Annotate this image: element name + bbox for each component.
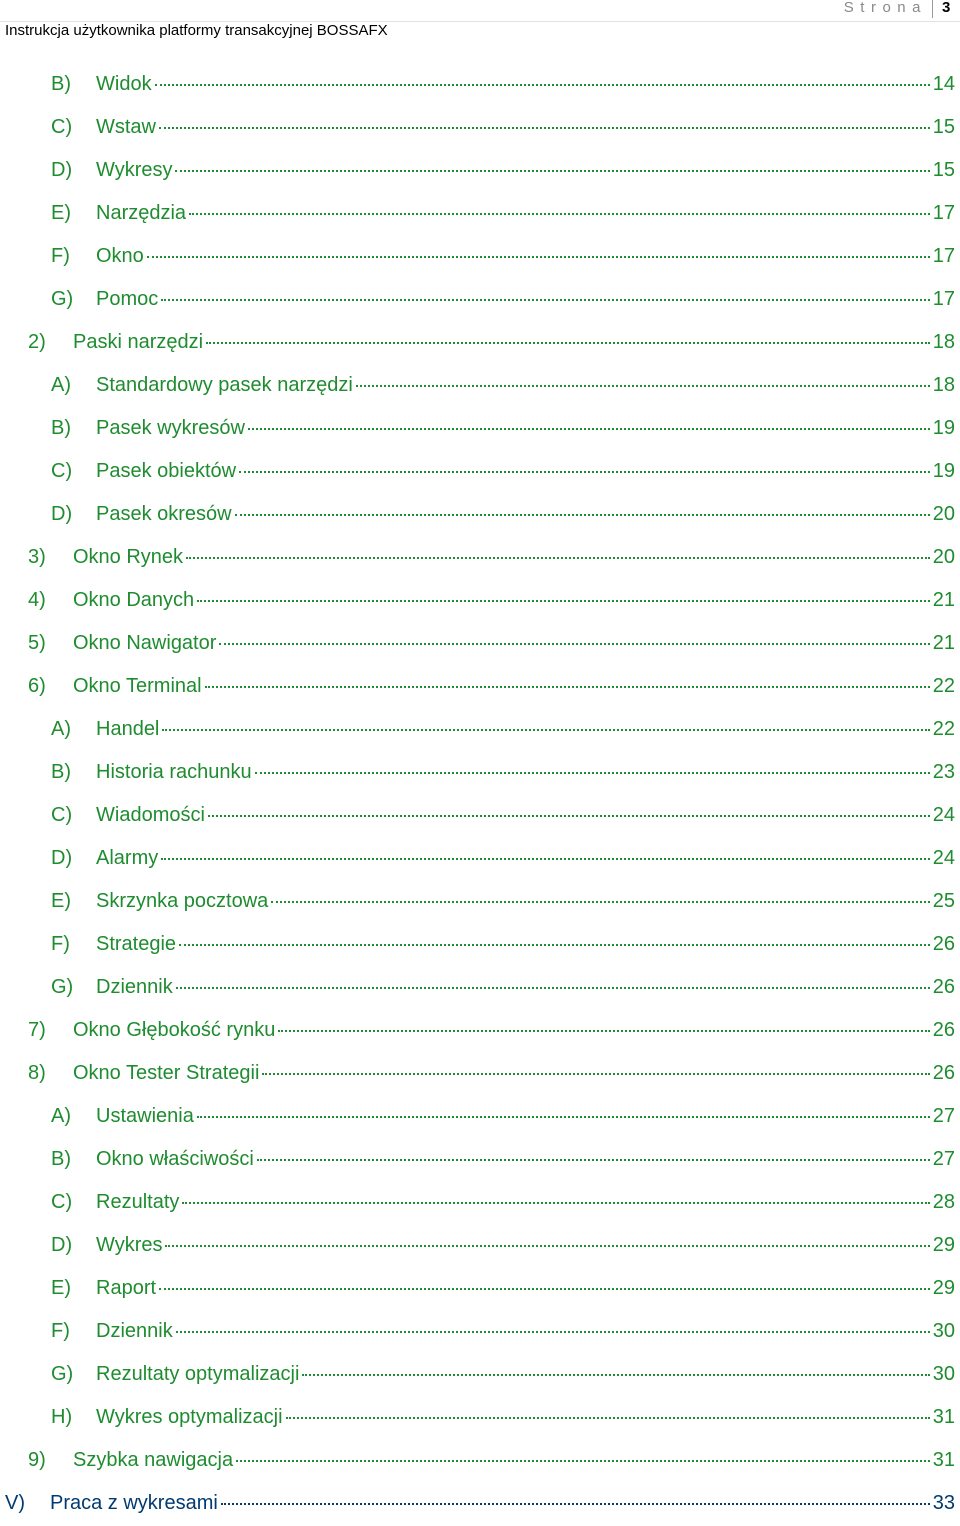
toc-entry-number: V) bbox=[5, 1492, 25, 1514]
toc-entry-number: C) bbox=[51, 804, 73, 826]
toc-entry-page: 22 bbox=[932, 675, 955, 697]
toc-entry[interactable] bbox=[0, 365, 960, 408]
dot-leader bbox=[147, 256, 930, 258]
toc-entry[interactable] bbox=[0, 1010, 960, 1053]
toc-entry-number: D) bbox=[51, 503, 73, 525]
toc-entry-line bbox=[73, 331, 955, 354]
toc-entry-line bbox=[96, 1277, 955, 1300]
toc-entry-number: C) bbox=[51, 460, 73, 482]
toc-entry-number: H) bbox=[51, 1406, 73, 1428]
toc-entry-line bbox=[96, 933, 955, 956]
toc-entry[interactable] bbox=[0, 451, 960, 494]
toc-entry-line bbox=[73, 675, 955, 698]
dot-leader bbox=[159, 1288, 930, 1290]
toc-entry-number: C) bbox=[51, 116, 73, 138]
toc-entry[interactable] bbox=[0, 967, 960, 1010]
toc-entry-line bbox=[96, 503, 955, 526]
toc-entry-page: 18 bbox=[932, 331, 955, 353]
toc-entry-page: 22 bbox=[932, 718, 955, 740]
toc-entry-page: 25 bbox=[932, 890, 955, 912]
toc-entry-label[interactable]: Dziennik bbox=[96, 976, 173, 998]
dot-leader bbox=[176, 1331, 930, 1333]
toc-entry[interactable] bbox=[0, 709, 960, 752]
toc-entry-page: 21 bbox=[932, 589, 955, 611]
toc-entry-line bbox=[96, 1148, 955, 1171]
toc-entry-page: 15 bbox=[932, 159, 955, 181]
toc-entry[interactable] bbox=[0, 838, 960, 881]
toc-entry[interactable] bbox=[0, 537, 960, 580]
toc-entry-number: 2) bbox=[28, 331, 46, 353]
dot-leader bbox=[189, 213, 930, 215]
toc-entry-label[interactable]: Okno właściwości bbox=[96, 1148, 254, 1170]
dot-leader bbox=[271, 901, 929, 903]
toc-entry-line bbox=[73, 1449, 955, 1472]
toc-entry-label[interactable]: Pasek wykresów bbox=[96, 417, 245, 439]
toc-entry-line bbox=[73, 1062, 955, 1085]
toc-entry[interactable] bbox=[0, 623, 960, 666]
toc-entry-number: D) bbox=[51, 159, 73, 181]
toc-entry-label[interactable]: Historia rachunku bbox=[96, 761, 252, 783]
toc-entry-label[interactable]: Handel bbox=[96, 718, 160, 740]
toc-entry-number: G) bbox=[51, 288, 74, 310]
toc-entry[interactable] bbox=[0, 150, 960, 193]
toc-entry-label[interactable]: Wstaw bbox=[96, 116, 156, 138]
toc-entry-page: 24 bbox=[932, 847, 955, 869]
toc-entry[interactable] bbox=[0, 107, 960, 150]
toc-entry-label[interactable]: Okno Nawigator bbox=[73, 632, 217, 654]
dot-leader bbox=[155, 84, 930, 86]
dot-leader bbox=[356, 385, 930, 387]
toc-entry-line bbox=[96, 718, 955, 741]
toc-entry-label[interactable]: Praca z wykresami bbox=[50, 1492, 218, 1514]
toc-entry-page: 20 bbox=[932, 503, 955, 525]
toc-entry[interactable] bbox=[0, 322, 960, 365]
toc-entry-number: E) bbox=[51, 202, 71, 224]
dot-leader bbox=[302, 1374, 929, 1376]
dot-leader bbox=[161, 858, 930, 860]
toc-entry[interactable] bbox=[0, 1053, 960, 1096]
toc-entry-line bbox=[96, 1320, 955, 1343]
dot-leader bbox=[161, 299, 930, 301]
toc-entry-number: 5) bbox=[28, 632, 46, 654]
dot-leader bbox=[208, 815, 930, 817]
toc-entry-line bbox=[96, 1105, 955, 1128]
toc-entry-line bbox=[96, 976, 955, 999]
dot-leader bbox=[255, 772, 930, 774]
toc-entry-page: 31 bbox=[932, 1449, 955, 1471]
toc-entry-page: 26 bbox=[932, 933, 955, 955]
toc-entry-label[interactable]: Ustawienia bbox=[96, 1105, 194, 1127]
header-separator bbox=[932, 0, 933, 18]
toc-entry-page: 14 bbox=[932, 73, 955, 95]
header-rule bbox=[0, 21, 960, 22]
toc-entry-label[interactable]: Wykres optymalizacji bbox=[96, 1406, 283, 1428]
toc-entry-label[interactable]: Widok bbox=[96, 73, 152, 95]
toc-entry[interactable] bbox=[0, 1268, 960, 1311]
toc-entry-label[interactable]: Okno Tester Strategii bbox=[73, 1062, 260, 1084]
toc-entry-line bbox=[50, 1492, 955, 1515]
document-title: Instrukcja użytkownika platformy transakcyjnej BOSSAFX bbox=[5, 22, 388, 39]
toc-entry-number: 6) bbox=[28, 675, 46, 697]
toc-entry-line bbox=[73, 632, 955, 655]
toc-entry-line bbox=[96, 73, 955, 96]
toc-entry-number: F) bbox=[51, 1320, 70, 1342]
toc-entry-label[interactable]: Wykresy bbox=[96, 159, 173, 181]
toc-entry-line bbox=[96, 116, 955, 139]
toc-entry-line bbox=[96, 847, 955, 870]
dot-leader bbox=[175, 170, 929, 172]
toc-entry-number: 3) bbox=[28, 546, 46, 568]
toc-entry-number: A) bbox=[51, 718, 71, 740]
dot-leader bbox=[162, 729, 929, 731]
toc-entry-number: B) bbox=[51, 417, 71, 439]
toc-entry[interactable] bbox=[0, 494, 960, 537]
dot-leader bbox=[197, 1116, 930, 1118]
toc-entry-number: A) bbox=[51, 374, 71, 396]
toc-entry-number: 9) bbox=[28, 1449, 46, 1471]
toc-entry-line bbox=[96, 1191, 955, 1214]
toc-entry[interactable] bbox=[0, 1311, 960, 1354]
toc-entry-label[interactable]: Rezultaty bbox=[96, 1191, 180, 1213]
toc-entry[interactable] bbox=[0, 1096, 960, 1139]
toc-entry-page: 30 bbox=[932, 1320, 955, 1342]
toc-entry[interactable] bbox=[0, 795, 960, 838]
toc-entry-label[interactable]: Wiadomości bbox=[96, 804, 205, 826]
toc-entry-page: 26 bbox=[932, 1062, 955, 1084]
toc-entry-number: 7) bbox=[28, 1019, 46, 1041]
toc-entry-number: E) bbox=[51, 1277, 71, 1299]
toc-entry-line bbox=[96, 374, 955, 397]
toc-entry-page: 27 bbox=[932, 1148, 955, 1170]
toc-entry-label[interactable]: Narzędzia bbox=[96, 202, 187, 224]
toc-entry-line bbox=[96, 804, 955, 827]
toc-entry-page: 27 bbox=[932, 1105, 955, 1127]
toc-entry-page: 18 bbox=[932, 374, 955, 396]
toc-entry[interactable] bbox=[0, 924, 960, 967]
dot-leader bbox=[248, 428, 930, 430]
toc-entry[interactable] bbox=[0, 1397, 960, 1440]
toc-entry-page: 26 bbox=[932, 976, 955, 998]
toc-entry-label[interactable]: Raport bbox=[96, 1277, 157, 1299]
dot-leader bbox=[159, 127, 930, 129]
toc-entry-page: 31 bbox=[932, 1406, 955, 1428]
toc-entry-line bbox=[96, 761, 955, 784]
toc-entry-page: 23 bbox=[932, 761, 955, 783]
toc-entry-line bbox=[73, 589, 955, 612]
dot-leader bbox=[182, 1202, 929, 1204]
dot-leader bbox=[179, 944, 930, 946]
toc-entry-label[interactable]: Okno Danych bbox=[73, 589, 195, 611]
page-header bbox=[0, 0, 960, 44]
toc-entry[interactable] bbox=[0, 666, 960, 709]
toc-entry-page: 15 bbox=[932, 116, 955, 138]
toc-entry-line bbox=[73, 546, 955, 569]
toc-entry-label[interactable]: Standardowy pasek narzędzi bbox=[96, 374, 353, 396]
toc-entry-page: 21 bbox=[932, 632, 955, 654]
dot-leader bbox=[186, 557, 930, 559]
toc-entry-label[interactable]: Alarmy bbox=[96, 847, 159, 869]
toc-entry-label[interactable]: Szybka nawigacja bbox=[73, 1449, 234, 1471]
toc-entry-number: 4) bbox=[28, 589, 46, 611]
toc-entry-number: E) bbox=[51, 890, 71, 912]
dot-leader bbox=[239, 471, 930, 473]
toc-entry-page: 19 bbox=[932, 417, 955, 439]
toc-entry-page: 17 bbox=[932, 202, 955, 224]
toc-entry-page: 30 bbox=[932, 1363, 955, 1385]
toc-entry[interactable] bbox=[0, 236, 960, 279]
page-label: Strona bbox=[843, 0, 927, 16]
toc-entry-page: 29 bbox=[932, 1277, 955, 1299]
toc-entry[interactable] bbox=[0, 1182, 960, 1225]
toc-entry-number: B) bbox=[51, 761, 71, 783]
dot-leader bbox=[257, 1159, 930, 1161]
toc-entry-label[interactable]: Pasek obiektów bbox=[96, 460, 237, 482]
dot-leader bbox=[205, 686, 930, 688]
toc-entry-label[interactable]: Okno bbox=[96, 245, 144, 267]
dot-leader bbox=[262, 1073, 929, 1075]
toc-entry-page: 24 bbox=[932, 804, 955, 826]
toc-entry-number: C) bbox=[51, 1191, 73, 1213]
toc-entry-number: D) bbox=[51, 1234, 73, 1256]
toc-entry-line bbox=[96, 1406, 955, 1429]
toc-entry-page: 33 bbox=[932, 1492, 955, 1514]
toc-entry-label[interactable]: Dziennik bbox=[96, 1320, 173, 1342]
toc-entry-number: F) bbox=[51, 245, 70, 267]
toc-entry[interactable] bbox=[0, 752, 960, 795]
toc-entry[interactable] bbox=[0, 881, 960, 924]
toc-entry-line bbox=[96, 202, 955, 225]
toc-entry-page: 28 bbox=[932, 1191, 955, 1213]
toc-entry-line bbox=[96, 417, 955, 440]
toc-entry-label[interactable]: Okno Rynek bbox=[73, 546, 184, 568]
toc-entry-line bbox=[96, 460, 955, 483]
toc-entry-number: B) bbox=[51, 1148, 71, 1170]
toc-entry-line bbox=[96, 1363, 955, 1386]
toc-entry-label[interactable]: Paski narzędzi bbox=[73, 331, 204, 353]
toc-entry-line bbox=[73, 1019, 955, 1042]
toc-entry-number: B) bbox=[51, 73, 71, 95]
toc-entry-line bbox=[96, 1234, 955, 1257]
toc-entry[interactable] bbox=[0, 279, 960, 322]
toc-entry[interactable] bbox=[0, 408, 960, 451]
toc-entry[interactable] bbox=[0, 1354, 960, 1397]
dot-leader bbox=[286, 1417, 930, 1419]
toc-entry-label[interactable]: Skrzynka pocztowa bbox=[96, 890, 269, 912]
dot-leader bbox=[235, 514, 930, 516]
toc-entry-number: G) bbox=[51, 1363, 74, 1385]
toc-entry-line bbox=[96, 890, 955, 913]
toc-entry-label[interactable]: Pasek okresów bbox=[96, 503, 232, 525]
toc-entry-label[interactable]: Okno Terminal bbox=[73, 675, 202, 697]
page-number: 3 bbox=[942, 0, 951, 16]
toc-entry-label[interactable]: Pomoc bbox=[96, 288, 159, 310]
toc-entry-number: F) bbox=[51, 933, 70, 955]
toc-entry-number: 8) bbox=[28, 1062, 46, 1084]
toc-entry[interactable] bbox=[0, 580, 960, 623]
toc-entry-line bbox=[96, 245, 955, 268]
dot-leader bbox=[236, 1460, 930, 1462]
toc-entry[interactable] bbox=[0, 193, 960, 236]
toc-entry[interactable] bbox=[0, 1440, 960, 1483]
toc-entry-number: D) bbox=[51, 847, 73, 869]
toc-entry-label[interactable]: Okno Głębokość rynku bbox=[73, 1019, 276, 1041]
toc-entry-number: G) bbox=[51, 976, 74, 998]
toc-entry-page: 17 bbox=[932, 288, 955, 310]
toc-entry-label[interactable]: Wykres bbox=[96, 1234, 163, 1256]
toc-entry-label[interactable]: Rezultaty optymalizacji bbox=[96, 1363, 300, 1385]
toc-entry-line bbox=[96, 159, 955, 182]
dot-leader bbox=[221, 1503, 930, 1505]
toc-entry-page: 17 bbox=[932, 245, 955, 267]
dot-leader bbox=[165, 1245, 929, 1247]
dot-leader bbox=[206, 342, 930, 344]
dot-leader bbox=[219, 643, 929, 645]
toc-entry-label[interactable]: Strategie bbox=[96, 933, 177, 955]
toc-entry-line bbox=[96, 288, 955, 311]
toc-entry-page: 29 bbox=[932, 1234, 955, 1256]
toc-entry[interactable] bbox=[0, 64, 960, 107]
toc-entry-page: 26 bbox=[932, 1019, 955, 1041]
dot-leader bbox=[197, 600, 930, 602]
toc-entry[interactable] bbox=[0, 1139, 960, 1182]
dot-leader bbox=[176, 987, 930, 989]
toc-entry-page: 19 bbox=[932, 460, 955, 482]
toc-entry[interactable] bbox=[0, 1225, 960, 1268]
toc-entry-number: A) bbox=[51, 1105, 71, 1127]
toc-entry-page: 20 bbox=[932, 546, 955, 568]
dot-leader bbox=[278, 1030, 929, 1032]
